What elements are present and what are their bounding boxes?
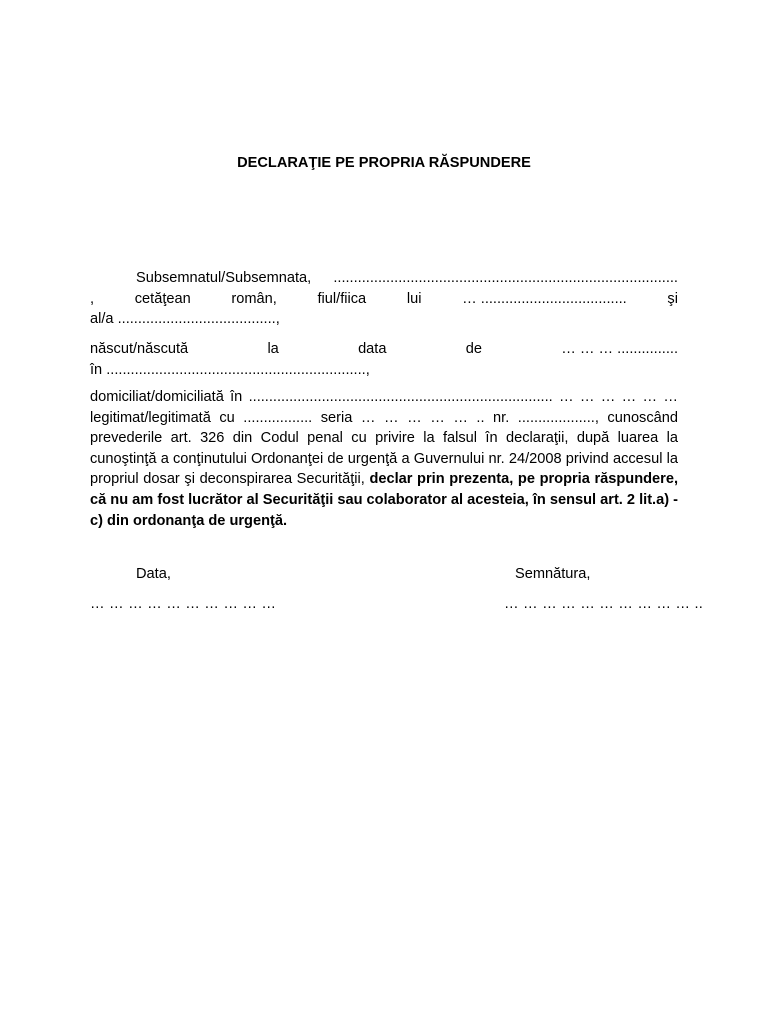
- document-title: DECLARAŢIE PE PROPRIA RĂSPUNDERE: [237, 155, 531, 171]
- name-field-dots: .....................................................................................: [333, 270, 678, 286]
- mother-name-line: al/a .......................................,: [90, 311, 280, 328]
- word-de: de: [465, 341, 482, 357]
- line-cetatean: [90, 289, 678, 310]
- word-si: şi: [667, 290, 678, 307]
- word-nascut: născut/născută: [90, 341, 189, 357]
- paragraph-identity: [90, 268, 678, 330]
- word-lui: lui: [406, 290, 422, 307]
- line-nascut: [90, 339, 678, 360]
- word-fiul-fiica: fiul/fiica: [317, 290, 367, 307]
- domicile-line: domiciliat/domiciliată în ........................................................................... … … … … … …: [90, 389, 678, 405]
- subsemnatul-label: Subsemnatul/Subsemnata,: [136, 270, 312, 286]
- signature-field-dots: … … … … … … … … … … ..: [504, 596, 703, 612]
- comma: ,: [90, 290, 95, 307]
- paragraph-declaration: [90, 387, 678, 531]
- line-subsemnatul: [90, 268, 678, 289]
- signature-label: Semnătura,: [515, 566, 591, 582]
- paragraph-birth: [90, 339, 678, 380]
- father-name-dots: … ....................................: [462, 290, 627, 307]
- declaration-text: legitimat/legitimată cu ................. seria … … … … … .. nr. ..................., cunoscând prevederile art. 326 din Codul penal cu privire la falsul în declaraţii, după luarea la cunoştinţă a conţinutului Ordonanţei de urgenţă a Guvernului nr. 24/2008 privind accesul la propriul dosar şi deconspirarea Securităţii,: [90, 409, 678, 488]
- word-la: la: [267, 341, 279, 357]
- word-data: data: [358, 341, 387, 357]
- date-field-dots: … … … … … … … … … …: [90, 596, 277, 612]
- date-label: Data,: [136, 566, 171, 582]
- birth-date-dots: … … … ...............: [561, 341, 678, 357]
- word-cetatean: cetăţean: [134, 290, 191, 307]
- declaration-bold-text: declar prin prezenta, pe propria răspundere, că nu am fost lucrător al Securităţii sau colaborator al acesteia, în sensul art. 2 lit.a) - c) din ordonanţa de urgenţă.: [90, 471, 678, 529]
- word-roman: român,: [231, 290, 277, 307]
- birth-place-line: în ................................................................,: [90, 361, 370, 378]
